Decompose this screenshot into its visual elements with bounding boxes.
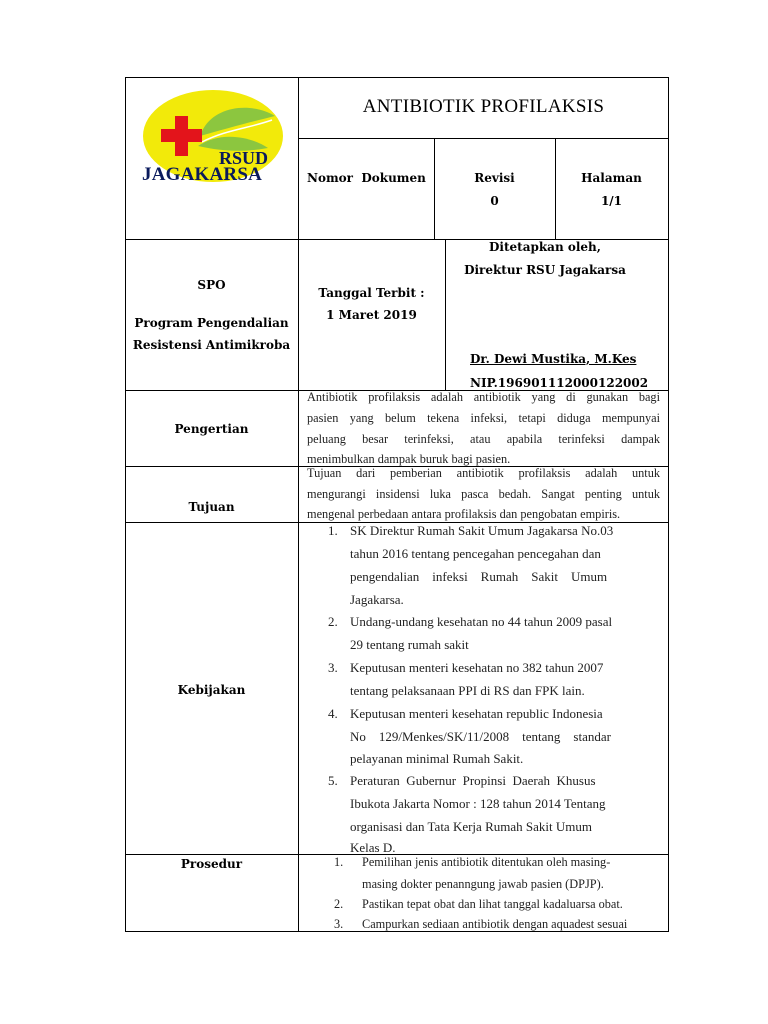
kebijakan-label: Kebijakan xyxy=(177,683,246,697)
spo-label: SPO xyxy=(197,278,226,292)
tujuan-line: mengenal perbedaan antara profilaksis dan pengobatan empiris. xyxy=(307,507,621,521)
kebijakan-item-line: Kelas D. xyxy=(350,840,396,855)
pengertian-line: peluang besar terinfeksi, atau apabila terinfeksi dampak xyxy=(307,432,660,446)
kebijakan-item-line: Undang-undang kesehatan no 44 tahun 2009 pasal xyxy=(350,614,613,629)
document-title: ANTIBIOTIK PROFILAKSIS xyxy=(362,96,605,117)
logo-text-bottom: JAGAKARSA xyxy=(142,164,263,185)
program-line-2: Resistensi Antimikroba xyxy=(132,338,291,352)
prosedur-label: Prosedur xyxy=(180,857,243,871)
halaman-value: 1/1 xyxy=(600,194,623,208)
tujuan-line: Tujuan dari pemberian antibiotik profilaksis adalah untuk xyxy=(307,466,660,480)
halaman-label: Halaman xyxy=(581,171,642,185)
nomor-dokumen-label: Nomor Dokumen xyxy=(307,171,426,185)
tujuan-line: mengurangi insidensi luka pasca bedah. Sangat penting untuk xyxy=(307,487,660,501)
kebijakan-item-line: tentang pelaksanaan PPI di RS dan FPK lain. xyxy=(350,683,585,698)
prosedur-item-line: Pemilihan jenis antibiotik ditentukan oleh masing- xyxy=(362,855,611,869)
kebijakan-item-line: Jagakarsa. xyxy=(350,592,404,607)
program-line-1: Program Pengendalian xyxy=(134,316,289,330)
kebijakan-item-line: Keputusan menteri kesehatan republic Indonesia xyxy=(350,706,603,721)
kebijakan-item-number: 4. xyxy=(328,706,338,721)
kebijakan-item-line: tahun 2016 tentang pencegahan pencegahan dan xyxy=(350,546,601,561)
ditetapkan-line-2: Direktur RSU Jagakarsa xyxy=(464,263,626,277)
pengertian-line: pasien yang belum tekena infeksi, tetapi diduga mempunyai xyxy=(307,411,660,425)
kebijakan-item-line: Keputusan menteri kesehatan no 382 tahun 2007 xyxy=(350,660,604,675)
kebijakan-item-line: No 129/Menkes/SK/11/2008 tentang standar xyxy=(350,729,611,744)
logo-text-top: RSUD xyxy=(219,148,269,168)
prosedur-item-number: 3. xyxy=(334,917,344,931)
signer-nip: NIP.196901112000122002 xyxy=(470,376,649,390)
tanggal-terbit-label: Tanggal Terbit : xyxy=(318,286,425,300)
prosedur-item-line: Pastikan tepat obat dan lihat tanggal kadaluarsa obat. xyxy=(362,897,623,911)
prosedur-item-number: 2. xyxy=(334,897,344,911)
ditetapkan-line-1: Ditetapkan oleh, xyxy=(489,240,601,254)
pengertian-label: Pengertian xyxy=(174,422,249,436)
pengertian-line: Antibiotik profilaksis adalah antibiotik yang di gunakan bagi xyxy=(307,390,660,404)
kebijakan-item-line: 29 tentang rumah sakit xyxy=(350,637,469,652)
prosedur-item-line: masing dokter penanngung jawab pasien (DPJP). xyxy=(362,877,604,891)
pengertian-line: menimbulkan dampak buruk bagi pasien. xyxy=(307,452,511,466)
kebijakan-item-number: 1. xyxy=(328,523,338,538)
kebijakan-item-number: 2. xyxy=(328,614,338,629)
kebijakan-item-line: Ibukota Jakarta Nomor : 128 tahun 2014 Tentang xyxy=(350,796,606,811)
prosedur-item-number: 1. xyxy=(334,855,344,869)
tujuan-label: Tujuan xyxy=(188,500,235,514)
kebijakan-item-line: organisasi dan Tata Kerja Rumah Sakit Umum xyxy=(350,819,592,834)
kebijakan-item-line: SK Direktur Rumah Sakit Umum Jagakarsa No.03 xyxy=(350,523,614,538)
prosedur-item-line: Campurkan sediaan antibiotik dengan aquadest sesuai xyxy=(362,917,628,931)
kebijakan-item-number: 5. xyxy=(328,773,338,788)
revisi-value: 0 xyxy=(490,194,499,208)
kebijakan-item-number: 3. xyxy=(328,660,338,675)
kebijakan-item-line: Peraturan Gubernur Propinsi Daerah Khusus xyxy=(350,773,596,788)
tanggal-terbit-value: 1 Maret 2019 xyxy=(326,308,417,322)
revisi-label: Revisi xyxy=(474,171,515,185)
kebijakan-item-line: pengendalian infeksi Rumah Sakit Umum xyxy=(350,569,608,584)
signer-name: Dr. Dewi Mustika, M.Kes xyxy=(470,352,637,366)
kebijakan-item-line: pelayanan minimal Rumah Sakit. xyxy=(350,751,524,766)
